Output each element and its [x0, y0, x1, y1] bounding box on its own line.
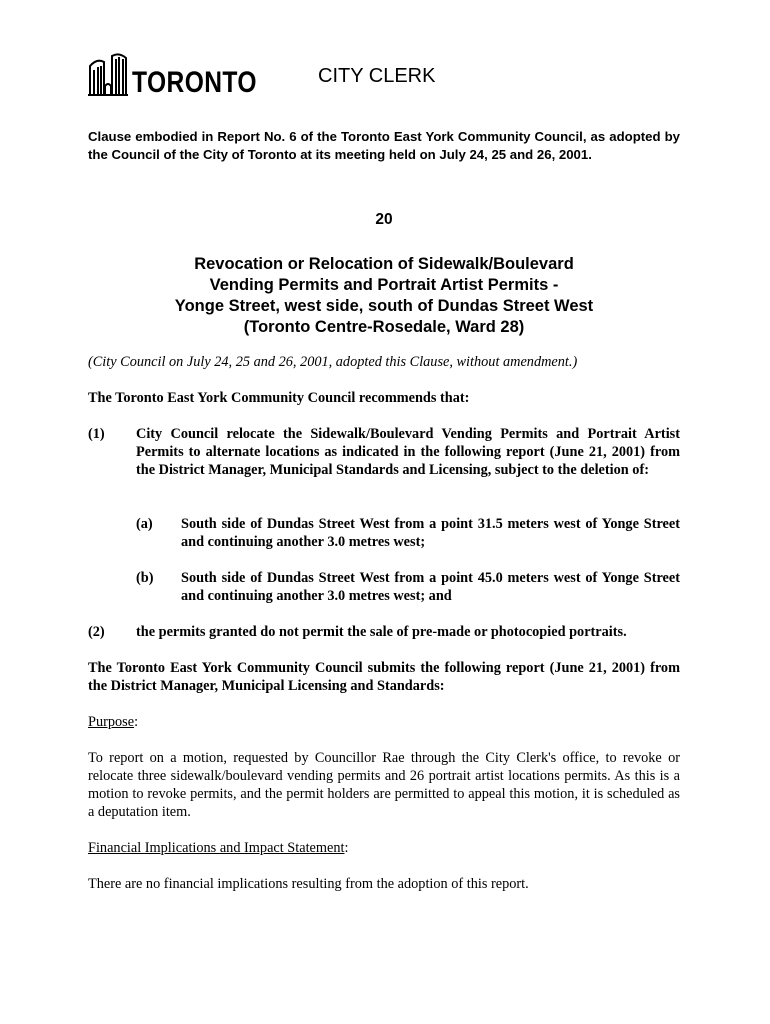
title-line: Revocation or Relocation of Sidewalk/Boulevard	[194, 255, 574, 273]
title-line: (Toronto Centre-Rosedale, Ward 28)	[243, 318, 525, 336]
purpose-text: To report on a motion, requested by Councillor Rae through the City Clerk's office, to revoke or relocate three sidewalk/boulevard vending permits and 26 portrait artist locations permits. As this is a motion to revoke permits, and the permit holders are permitted to appeal this motion, it is scheduled as a deputation item.	[88, 750, 680, 820]
recommends-heading: The Toronto East York Community Council recommends that:	[88, 390, 470, 406]
recommendation-item	[88, 425, 680, 505]
logo-wordmark: TORONTO	[132, 66, 257, 99]
subitem-letter: (b)	[136, 570, 154, 586]
recommendation-subitem	[136, 569, 680, 609]
recommendation-subitem	[136, 515, 680, 555]
letterhead	[88, 44, 688, 100]
heading-colon: :	[134, 714, 139, 730]
recommendation-item	[88, 623, 680, 643]
subitem-text: South side of Dundas Street West from a point 45.0 meters west of Yonge Street and continuing another 3.0 metres west; and	[181, 570, 680, 604]
financial-text: There are no financial implications resulting from the adoption of this report.	[88, 876, 529, 892]
clause-intro: Clause embodied in Report No. 6 of the Toronto East York Community Council, as adopted by the Council of the City of Toronto at its meeting held on July 24, 25 and 26, 2001.	[88, 129, 680, 162]
purpose-heading-label: Purpose	[88, 714, 135, 730]
recommendation-number: (1)	[88, 426, 105, 442]
council-action-note: (City Council on July 24, 25 and 26, 2001, adopted this Clause, without amendment.)	[88, 354, 578, 370]
recommendation-text: the permits granted do not permit the sale of pre-made or photocopied portraits.	[136, 624, 627, 640]
department-name: CITY CLERK	[318, 65, 436, 87]
financial-heading-label: Financial Implications and Impact Statement	[88, 840, 345, 856]
subitem-text: South side of Dundas Street West from a point 31.5 meters west of Yonge Street and continuing another 3.0 metres west;	[181, 516, 680, 550]
toronto-logo	[88, 46, 284, 99]
item-number: 20	[375, 211, 393, 228]
purpose-heading	[88, 713, 680, 731]
recommendation-number: (2)	[88, 624, 105, 640]
title-line: Vending Permits and Portrait Artist Permits -	[209, 276, 559, 294]
financial-heading	[88, 839, 680, 857]
city-hall-icon	[88, 52, 128, 96]
title-line: Yonge Street, west side, south of Dundas Street West	[174, 297, 594, 315]
report-title	[88, 254, 680, 338]
recommendation-text: City Council relocate the Sidewalk/Boulevard Vending Permits and Portrait Artist Permits to alternate locations as indicated in the following report (June 21, 2001) from the District Manager, Municipal Standards and Licensing, subject to the deletion of:	[136, 426, 680, 478]
heading-colon: :	[344, 840, 349, 856]
subitem-letter: (a)	[136, 516, 153, 532]
submits-statement: The Toronto East York Community Council submits the following report (June 21, 2001) from the District Manager, Municipal Licensing and Standards:	[88, 660, 680, 694]
